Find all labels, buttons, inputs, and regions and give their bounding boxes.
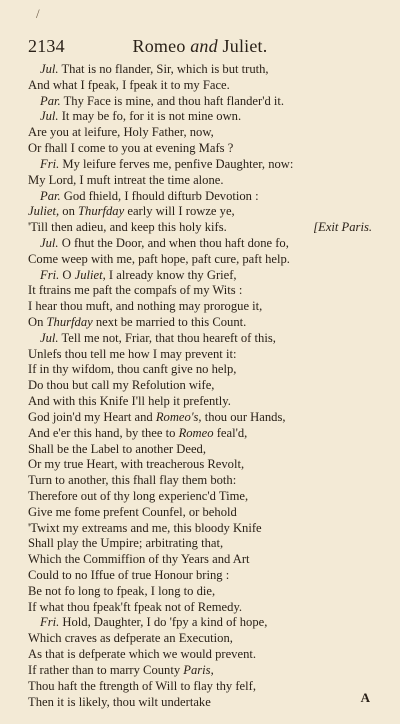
text-line xyxy=(28,552,372,568)
line-text: early will I rowze ye, xyxy=(124,204,235,219)
text-line xyxy=(28,268,372,284)
line-text: If what thou fpeak'ft fpeak not of Remedy. xyxy=(28,599,243,614)
line-text: 'Twixt my extreams and me, this bloody Knife xyxy=(28,520,262,535)
text-line xyxy=(28,173,372,189)
text-line xyxy=(28,331,372,347)
line-text: O fhut the Door, and when thou haft done fo, xyxy=(58,235,289,250)
line-text: And with this Knife I'll help it prefently. xyxy=(28,394,231,409)
text-line xyxy=(28,141,372,157)
page-number: 2134 xyxy=(28,36,65,56)
text-line xyxy=(28,299,372,315)
speaker-name: Fri. xyxy=(40,615,60,630)
speaker-name: Jul. xyxy=(40,109,59,124)
text-line xyxy=(28,378,372,394)
italic-word: Juliet, xyxy=(28,204,60,219)
line-text: Shall play the Umpire; arbitrating that, xyxy=(28,536,224,551)
speaker-name: Par. xyxy=(40,93,61,108)
italic-word: Paris, xyxy=(183,662,214,677)
text-line xyxy=(28,236,372,252)
text-line xyxy=(28,220,372,236)
speaker-name: Jul. xyxy=(40,62,59,76)
catchword: A xyxy=(360,690,370,705)
line-text: I already know thy Grief, xyxy=(105,267,237,282)
line-text: It ftrains me paft the compafs of my Wits : xyxy=(28,283,243,298)
line-text: Shall be the Label to another Deed, xyxy=(28,441,206,456)
line-text: Thou haft the ftrength of Will to flay thy felf, xyxy=(28,678,256,693)
line-text: I hear thou muft, and nothing may prorogue it, xyxy=(28,299,263,314)
line-text: Therefore out of thy long experienc'd Time, xyxy=(28,488,249,503)
text-line xyxy=(28,252,372,268)
text-line xyxy=(28,283,372,299)
italic-word: Thurfday xyxy=(78,204,125,219)
line-text: Be not fo long to fpeak, I long to die, xyxy=(28,583,216,598)
speaker-name: Fri. xyxy=(40,267,60,282)
line-text: Or fhall I come to you at evening Mafs ? xyxy=(28,141,234,156)
line-text: My Lord, I muft intreat the time alone. xyxy=(28,172,224,187)
text-line xyxy=(28,410,372,426)
text-line xyxy=(28,347,372,363)
line-text: As that is defperate which we would prevent. xyxy=(28,647,257,662)
italic-word: Romeo xyxy=(178,425,214,440)
line-text: If rather than to marry County xyxy=(28,662,184,677)
running-title-a: Romeo xyxy=(132,36,186,56)
line-text: Then it is likely, thou wilt undertake xyxy=(28,694,211,709)
line-text: Or my true Heart, with treacherous Revolt, xyxy=(28,457,245,472)
text-line xyxy=(28,109,372,125)
text-line xyxy=(28,568,372,584)
running-title-b: Juliet. xyxy=(222,36,268,56)
text-line xyxy=(28,457,372,473)
text-line xyxy=(28,189,372,205)
line-text: That is no flander, Sir, which is but truth, xyxy=(58,62,269,76)
text-line xyxy=(28,695,372,711)
text-line xyxy=(28,315,372,331)
stage-direction: [Exit Paris. xyxy=(313,220,372,235)
line-text: Tell me not, Friar, that thou heareft of this, xyxy=(58,330,276,345)
line-text: On xyxy=(28,315,47,329)
running-header xyxy=(28,36,372,56)
italic-word: Thurfday xyxy=(46,315,93,329)
text-line xyxy=(28,615,372,631)
line-text: Give me fome prefent Counfel, or behold xyxy=(28,504,237,519)
text-line xyxy=(28,536,372,552)
text-line xyxy=(28,631,372,647)
speaker-name: Jul. xyxy=(40,330,59,345)
line-text: My leifure ferves me, penfive Daughter, now: xyxy=(59,156,294,171)
line-text: Do thou but call my Refolution wife, xyxy=(28,378,215,393)
play-text xyxy=(28,62,372,710)
text-line xyxy=(28,473,372,489)
speaker-name: Fri. xyxy=(40,156,60,171)
text-line xyxy=(28,157,372,173)
line-text: Could to no Iffue of true Honour bring : xyxy=(28,568,230,582)
text-line xyxy=(28,663,372,679)
italic-word: Romeo's, xyxy=(155,409,202,424)
text-line xyxy=(28,600,372,616)
line-text: Which craves as defperate an Execution, xyxy=(28,631,233,646)
line-text: on xyxy=(59,204,79,219)
line-text: feal'd, xyxy=(213,425,248,440)
text-line xyxy=(28,125,372,141)
line-text: Thy Face is mine, and thou haft flander'd it. xyxy=(60,93,285,108)
speaker-name: Par. xyxy=(40,188,61,203)
line-text: Unlefs thou tell me how I may prevent it: xyxy=(28,346,237,361)
text-line xyxy=(28,489,372,505)
italic-word: Juliet, xyxy=(74,267,106,282)
line-text: And what I fpeak, I fpeak it to my Face. xyxy=(28,77,230,92)
line-text: God fhield, I fhould difturb Devotion : xyxy=(60,188,259,203)
line-text: next be married to this Count. xyxy=(92,315,247,329)
line-text: O xyxy=(59,267,75,282)
text-line xyxy=(28,78,372,94)
text-line xyxy=(28,94,372,110)
text-line xyxy=(28,394,372,410)
line-text: And e'er this hand, by thee to xyxy=(28,425,179,440)
text-line xyxy=(28,679,372,695)
line-text: If in thy wifdom, thou canft give no help, xyxy=(28,362,237,377)
line-text: It may be fo, for it is not mine own. xyxy=(58,109,242,124)
line-text: Turn to another, this fhall flay them both: xyxy=(28,473,237,488)
text-line xyxy=(28,204,372,220)
text-line xyxy=(28,62,372,78)
line-text: Come weep with me, paft hope, paft cure, paft help. xyxy=(28,251,290,266)
ink-mark: / xyxy=(36,6,40,21)
line-text: God join'd my Heart and xyxy=(28,409,156,424)
text-line xyxy=(28,442,372,458)
text-line xyxy=(28,362,372,378)
text-line xyxy=(28,505,372,521)
running-title-amp: and xyxy=(190,36,218,56)
line-text: thou our Hands, xyxy=(201,409,286,424)
text-line xyxy=(28,426,372,442)
line-text: Are you at leifure, Holy Father, now, xyxy=(28,125,214,140)
running-title xyxy=(28,36,372,57)
speaker-name: Jul. xyxy=(40,235,59,250)
text-line xyxy=(28,584,372,600)
text-line xyxy=(28,521,372,537)
line-text: Which the Commiffion of thy Years and Art xyxy=(28,552,250,567)
line-text: 'Till then adieu, and keep this holy kifs. xyxy=(28,220,227,235)
line-text: Hold, Daughter, I do 'fpy a kind of hope, xyxy=(59,615,268,630)
text-line xyxy=(28,647,372,663)
